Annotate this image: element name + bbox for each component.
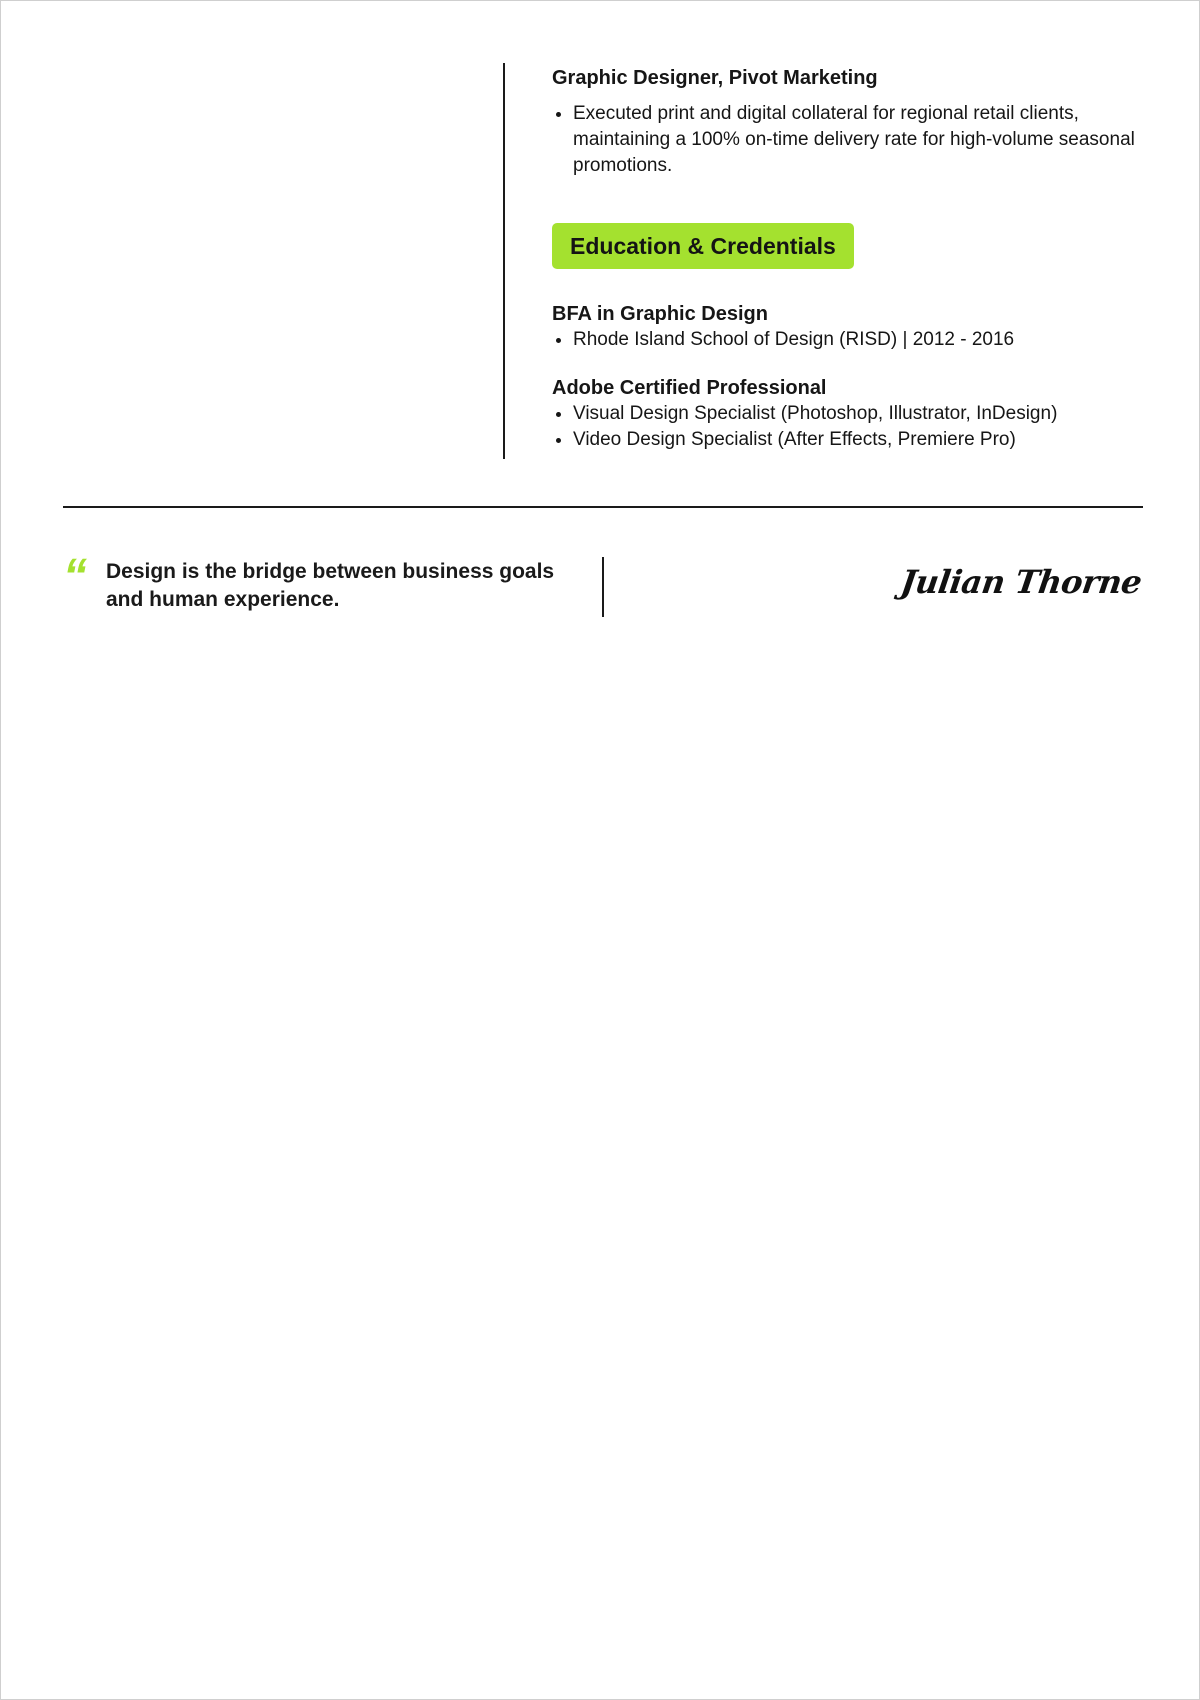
- right-column: [552, 63, 1152, 453]
- certification-bullets: [552, 401, 1152, 453]
- education-section-heading: Education & Credentials: [552, 223, 854, 269]
- quote-mark-icon: “: [63, 550, 87, 603]
- job-title: Graphic Designer, Pivot Marketing: [552, 67, 878, 89]
- degree-bullets: [552, 327, 1152, 353]
- education-entry-degree: [552, 301, 1152, 353]
- column-divider: [503, 63, 505, 459]
- footer-quote: Design is the bridge between business goals and human experience.: [106, 560, 555, 611]
- experience-bullet: • Executed print and digital collateral for regional retail clients, maintaining a 100% on-time delivery rate for high-volume seasonal promotions.: [573, 101, 1152, 179]
- footer-vertical-divider: [602, 557, 604, 617]
- experience-entry: [552, 65, 1152, 179]
- degree-title: BFA in Graphic Design: [552, 303, 768, 325]
- certification-title: Adobe Certified Professional: [552, 377, 827, 399]
- signature: Julian Thorne: [898, 563, 1144, 601]
- experience-bullets: [552, 101, 1152, 179]
- certification-bullet: • Video Design Specialist (After Effects, Premiere Pro): [573, 427, 1152, 453]
- degree-bullet: • Rhode Island School of Design (RISD) | 2012 - 2016: [573, 327, 1152, 353]
- education-entry-certification: [552, 375, 1152, 453]
- certification-bullet: • Visual Design Specialist (Photoshop, Illustrator, InDesign): [573, 401, 1152, 427]
- footer-divider: [63, 506, 1143, 508]
